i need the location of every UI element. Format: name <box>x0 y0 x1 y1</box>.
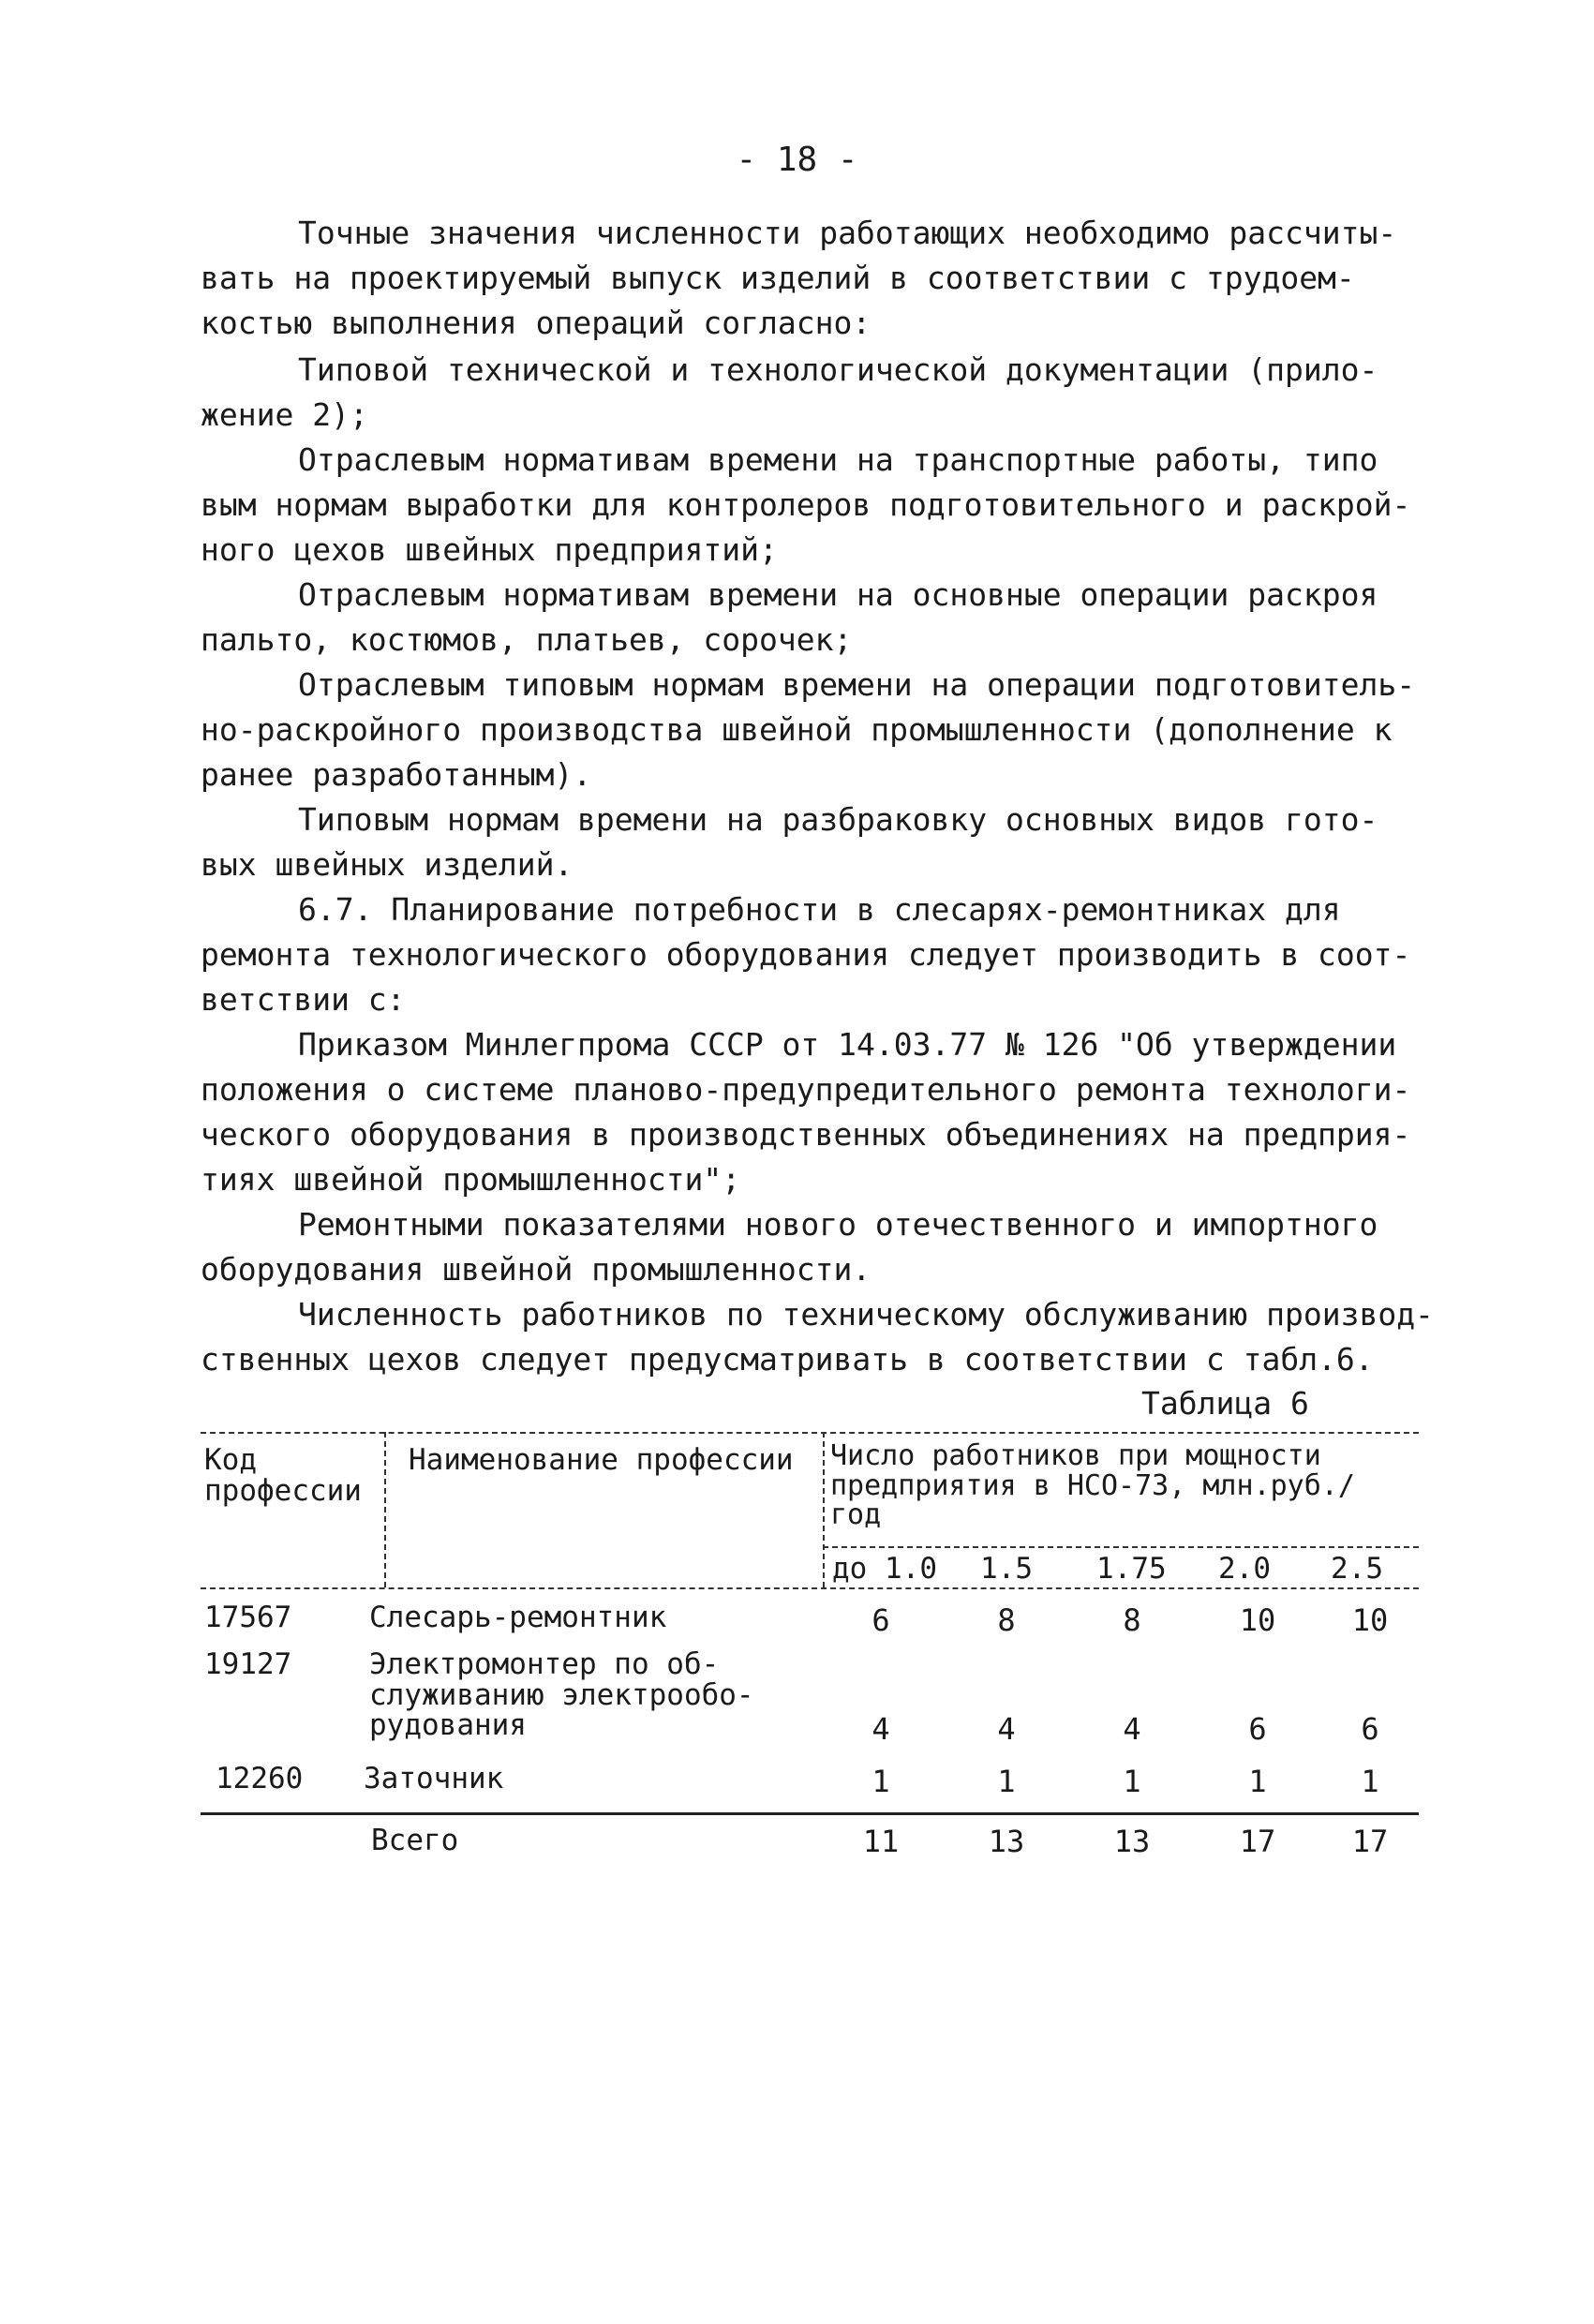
text-line: 6.7. Планирование потребности в слесарях-ремонтниках для <box>298 891 1341 928</box>
text-line: вых швейных изделий. <box>201 846 574 883</box>
header-capacity: 2.0 <box>1218 1552 1271 1586</box>
text-line: положения о системе планово-предупредительного ремонта технологи- <box>201 1071 1411 1108</box>
text-line: ветствии с: <box>201 981 406 1018</box>
text-line: ственных цехов следует предусматривать в соответствии с табл.6. <box>201 1341 1374 1378</box>
total-label: Всего <box>371 1824 459 1857</box>
row-code: 19127 <box>204 1647 292 1681</box>
header-group: Число работников при мощности предприятия в НСО-73, млн.руб./ год <box>830 1439 1355 1531</box>
text-line: жение 2); <box>201 396 368 433</box>
text-line: ного цехов швейных предприятий; <box>201 531 778 568</box>
row-value: 1 <box>1361 1764 1379 1799</box>
table-top-rule <box>201 1432 1419 1434</box>
row-name: Электромонтер по об- служиванию электрообо- рудования <box>369 1647 754 1743</box>
text-line: вать на проектируемый выпуск изделий в соответствии с трудоем- <box>201 260 1355 296</box>
text-line: Типовым нормам времени на разбраковку основных видов гото- <box>298 801 1378 838</box>
header-capacity: до 1.0 <box>832 1552 937 1586</box>
text-line: Отраслевым нормативам времени на транспортные работы, типо <box>298 441 1378 478</box>
total-rule <box>201 1812 1419 1815</box>
text-line: Отраслевым типовым нормам времени на операции подготовитель- <box>298 666 1416 703</box>
header-code: Код профессии <box>204 1443 362 1508</box>
text-line: вым нормам выработки для контролеров подготовительного и раскрой- <box>201 486 1411 523</box>
row-value: 1 <box>997 1764 1016 1799</box>
text-line: ческого оборудования в производственных объединениях на предприя- <box>201 1116 1411 1153</box>
header-bottom-rule <box>201 1587 1419 1589</box>
total-value: 13 <box>988 1824 1025 1859</box>
total-value: 17 <box>1351 1824 1389 1859</box>
header-capacity: 1.75 <box>1096 1552 1167 1586</box>
column-divider <box>384 1432 386 1587</box>
page-number: - 18 - <box>736 141 858 179</box>
row-value: 10 <box>1351 1602 1389 1638</box>
row-value: 8 <box>997 1602 1016 1638</box>
row-value: 1 <box>871 1764 890 1799</box>
header-subrule <box>823 1546 1419 1548</box>
text-line: костью выполнения операций согласно: <box>201 305 871 341</box>
row-value: 4 <box>871 1711 890 1747</box>
text-line: Приказом Минлегпрома СССР от 14.03.77 № 126 "Об утверждении <box>298 1026 1397 1063</box>
row-value: 1 <box>1248 1764 1267 1799</box>
text-line: Ремонтными показателями нового отечественного и импортного <box>298 1206 1378 1243</box>
text-line: пальто, костюмов, платьев, сорочек; <box>201 621 853 658</box>
row-value: 10 <box>1239 1602 1276 1638</box>
row-value: 6 <box>1361 1711 1379 1747</box>
row-value: 1 <box>1123 1764 1141 1799</box>
row-value: 4 <box>1123 1711 1141 1747</box>
header-capacity: 2.5 <box>1331 1552 1383 1586</box>
text-line: Численность работников по техническому обслуживанию производ- <box>298 1296 1434 1333</box>
row-code: 12260 <box>216 1762 304 1795</box>
table-caption: Таблица 6 <box>1141 1385 1309 1422</box>
total-value: 17 <box>1239 1824 1276 1859</box>
row-value: 6 <box>871 1602 890 1638</box>
text-line: ремонта технологического оборудования следует производить в соот- <box>201 936 1411 973</box>
total-value: 13 <box>1113 1824 1151 1859</box>
text-line: но-раскройного производства швейной промышленности (дополнение к <box>201 711 1393 748</box>
text-line: тиях швейной промышленности"; <box>201 1161 741 1198</box>
row-code: 17567 <box>204 1601 292 1634</box>
text-line: оборудования швейной промышленности. <box>201 1251 871 1288</box>
total-value: 11 <box>862 1824 900 1859</box>
row-value: 4 <box>997 1711 1016 1747</box>
row-value: 6 <box>1248 1711 1267 1747</box>
column-divider <box>823 1432 825 1587</box>
text-line: Типовой технической и технологической документации (прило- <box>298 351 1378 388</box>
row-name: Слесарь-ремонтник <box>369 1601 667 1634</box>
text-line: ранее разработанным). <box>201 756 592 793</box>
row-value: 8 <box>1123 1602 1141 1638</box>
text-line: Отраслевым нормативам времени на основные операции раскроя <box>298 576 1378 613</box>
header-capacity: 1.5 <box>980 1552 1033 1586</box>
header-name: Наименование профессии <box>409 1443 794 1477</box>
row-name: Заточник <box>364 1762 504 1795</box>
text-line: Точные значения численности работающих необходимо рассчиты- <box>298 215 1397 251</box>
